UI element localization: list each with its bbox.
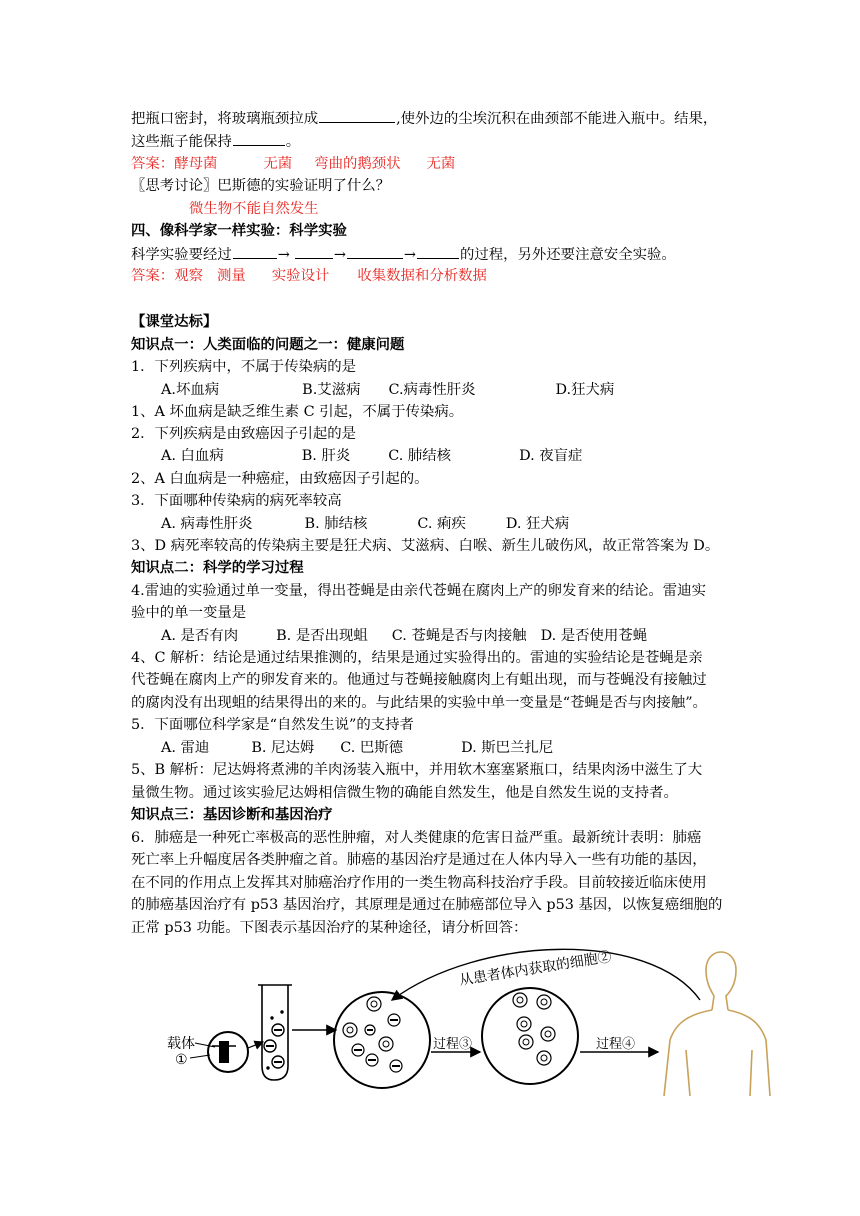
answer-explanation: 2、A 白血病是一种癌症，由致癌因子引起的。 bbox=[131, 471, 429, 487]
cell-dish-2 bbox=[482, 988, 578, 1084]
question: 死亡率上升幅度居各类肿瘤之首。肺癌的基因治疗是通过在人体内导入一些有功能的基因， bbox=[131, 852, 707, 868]
answer-line: 答案：酵母菌 无菌 弯曲的鹅颈状 无菌 bbox=[131, 156, 456, 172]
cells-label: 从患者体内获取的细胞② bbox=[458, 949, 613, 989]
question: 验中的单一变量是 bbox=[131, 605, 247, 621]
vector-number: ① bbox=[175, 1052, 188, 1068]
options: A. 是否有肉 B. 是否出现蛆 C. 苍蝇是否与肉接触 D. 是否使用苍蝇 bbox=[161, 628, 648, 644]
fill-blank bbox=[233, 131, 285, 146]
section-heading: 四、像科学家一样实验：科学实验 bbox=[131, 222, 347, 239]
knowledge-title: 知识点二：科学的学习过程 bbox=[131, 559, 304, 576]
process4-label: 过程④ bbox=[596, 1037, 636, 1052]
answer-explanation: 5、B 解析：尼达姆将煮沸的羊肉汤装入瓶中，并用软木塞塞紧瓶口，结果肉汤中滋生了大 bbox=[131, 762, 703, 778]
options: A. 雷迪 B. 尼达姆 C. 巴斯德 D. 斯巴兰扎尼 bbox=[161, 740, 554, 756]
answer-line: 答案：观察 测量 实验设计 收集数据和分析数据 bbox=[131, 268, 487, 284]
answer-explanation: 代苍蝇在腐肉上产的卵发育来的。他通过与苍蝇接触腐肉上有蛆出现，而与苍蝇没有接触过 bbox=[131, 672, 707, 688]
answer-explanation: 的腐肉没有出现蛆的结果得出的来的。与此结果的实验中单一变量是“苍蝇是否与肉接触”。 bbox=[131, 695, 707, 711]
patient-figure-icon bbox=[664, 952, 770, 1096]
text-line: 科学实验要经过 → → → 的过程，另外还要注意安全实验。 bbox=[131, 244, 676, 265]
options: A. 白血病 B. 肝炎 C. 肺结核 D. 夜盲症 bbox=[161, 448, 583, 464]
answer-explanation: 4、C 解析：结论是通过结果推测的，结果是通过实验得出的。雷迪的实验结论是苍蝇是亲 bbox=[131, 650, 703, 666]
test-tube-icon bbox=[258, 985, 292, 1080]
question: 3．下面哪种传染病的病死率较高 bbox=[131, 493, 342, 509]
question: 1．下列疾病中，不属于传染病的是 bbox=[131, 359, 357, 375]
question: 在不同的作用点上发挥其对肺癌治疗作用的一类生物高科技治疗手段。目前较接近临床使用 bbox=[131, 875, 707, 891]
question: 6．肺癌是一种死亡率极高的恶性肿瘤，对人类健康的危害日益严重。最新统计表明：肺癌 bbox=[131, 830, 702, 846]
think-answer: 微生物不能自然发生 bbox=[189, 201, 319, 217]
answer-explanation: 3、D 病死率较高的传染病主要是狂犬病、艾滋病、白喉、新生儿破伤风，故正常答案为 D。 bbox=[131, 538, 720, 554]
question: 的肺癌基因治疗有 p53 基因治疗，其原理是通过在肺癌部位导入 p53 基因，以恢复癌细胞的 bbox=[131, 897, 723, 913]
cell-dish-1 bbox=[334, 992, 430, 1088]
knowledge-title: 知识点一：人类面临的问题之一：健康问题 bbox=[131, 336, 405, 353]
knowledge-title: 知识点三：基因诊断和基因治疗 bbox=[131, 806, 333, 823]
options: A. 病毒性肝炎 B. 肺结核 C. 痢疾 D. 狂犬病 bbox=[161, 516, 570, 532]
vector-circle bbox=[208, 1032, 248, 1072]
question: 2．下列疾病是由致癌因子引起的是 bbox=[131, 426, 357, 442]
text-line: 这些瓶子能保持 。 bbox=[131, 131, 300, 152]
vector-label: 载体 bbox=[167, 1036, 195, 1052]
text-line: 把瓶口密封，将玻璃瓶颈拉成 ,使外边的尘埃沉积在曲颈部不能进入瓶中。结果， bbox=[131, 108, 717, 129]
section-heading: 【课堂达标】 bbox=[131, 313, 218, 330]
answer-explanation: 1、A 坏血病是缺乏维生素 C 引起，不属于传染病。 bbox=[131, 404, 464, 420]
process3-label: 过程③ bbox=[433, 1037, 473, 1052]
answer-explanation: 量微生物。通过该实验尼达姆相信微生物的确能自然发生，他是自然发生说的支持者。 bbox=[131, 785, 678, 801]
arrow-from-patient bbox=[392, 949, 700, 1000]
fill-blank bbox=[319, 108, 395, 123]
question: 5．下面哪位科学家是“自然发生说”的支持者 bbox=[131, 717, 414, 733]
think-discussion: 〖思考讨论〗巴斯德的实验证明了什么？ bbox=[131, 178, 391, 194]
question: 正常 p53 功能。下图表示基因治疗的某种途径，请分析回答： bbox=[131, 920, 528, 936]
options: A.坏血病 B.艾滋病 C.病毒性肝炎 D.狂犬病 bbox=[161, 382, 615, 398]
question: 4.雷迪的实验通过单一变量，得出苍蝇是由亲代苍蝇在腐肉上产的卵发育来的结论。雷迪实 bbox=[131, 583, 706, 599]
